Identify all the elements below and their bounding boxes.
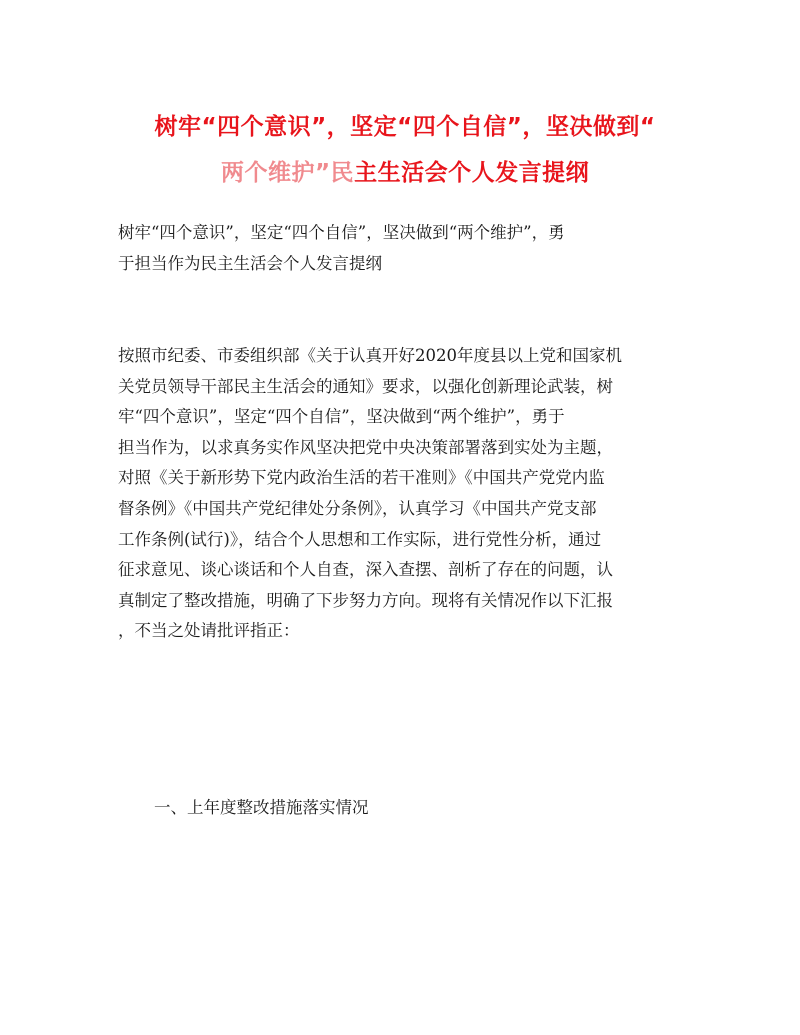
body-line: 牢“四个意识”，坚定“四个自信”，坚决做到“两个维护”，勇于 [118, 407, 565, 427]
title-line-2-faded: 两个维护”民 [220, 160, 355, 186]
title-line-2 [110, 150, 700, 196]
subtitle-line: 于担当作为民主生活会个人发言提纲 [118, 253, 382, 273]
body-line: 征求意见、谈心谈话和个人自查，深入查摆、剖析了存在的问题，认 [118, 560, 613, 580]
body-line: 真制定了整改措施，明确了下步努力方向。现将有关情况作以下汇报 [118, 590, 613, 610]
body-line: 按照市纪委、市委组织部《关于认真开好2020年度县以上党和国家机 [118, 346, 622, 365]
body-line: ，不当之处请批评指正： [118, 621, 300, 641]
subtitle-paragraph [118, 218, 680, 279]
body-line: 担当作为，以求真务实作风坚决把党中央决策部署落到实处为主题， [118, 437, 613, 457]
body-paragraph [118, 341, 680, 647]
subtitle-line: 树牢“四个意识”，坚定“四个自信”，坚决做到“两个维护”，勇 [118, 223, 565, 242]
body-line: 工作条例(试行)》，结合个人思想和工作实际，进行党性分析，通过 [118, 529, 602, 549]
section-heading: 一、上年度整改措施落实情况 [154, 798, 369, 817]
body-line: 督条例》《中国共产党纪律处分条例》，认真学习《中国共产党支部 [118, 498, 597, 518]
body-line: 对照《关于新形势下党内政治生活的若干准则》《中国共产党党内监 [118, 468, 605, 488]
body-line: 关党员领导干部民主生活会的通知》要求，以强化创新理论武装，树 [118, 376, 613, 396]
title-line-1: 树牢“四个意识”，坚定“四个自信”，坚决做到“ [154, 114, 656, 140]
document-title [110, 104, 700, 196]
title-line-2-rest: 主生活会个人发言提纲 [354, 160, 590, 186]
